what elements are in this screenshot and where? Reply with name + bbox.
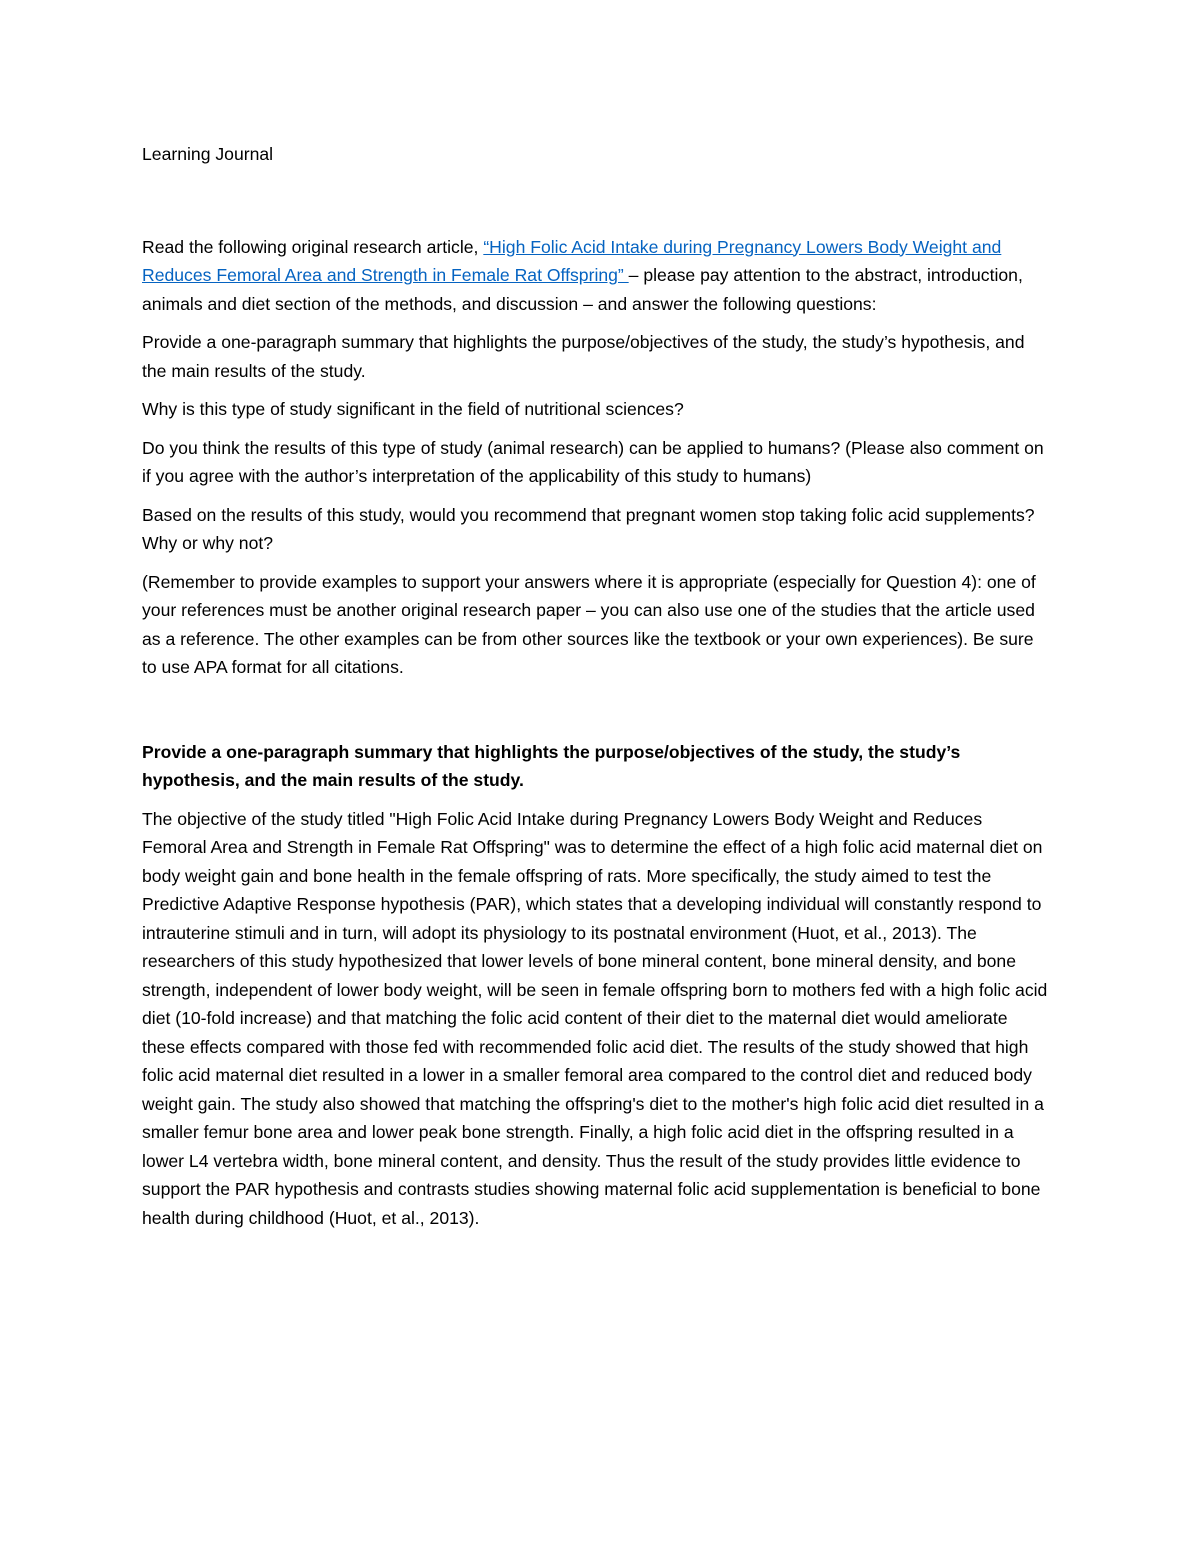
question-4: Based on the results of this study, would you recommend that pregnant women stop taking folic acid supplements? Why or why not? bbox=[142, 504, 1035, 553]
answer-heading: Provide a one-paragraph summary that highlights the purpose/objectives of the study, the study’s hypothesis, and the main results of the study. bbox=[142, 741, 961, 790]
intro-text-before-link: Read the following original research article, bbox=[142, 236, 484, 257]
question-2: Why is this type of study significant in the field of nutritional sciences? bbox=[142, 399, 684, 419]
section-spacer bbox=[142, 692, 1050, 738]
instructions-note: (Remember to provide examples to support your answers where it is appropriate (especially for Question 4): one of your references must be another original research paper – you can also use one of the studies that the article used as a reference. The other examples can be from other sources like the textbook or your own experiences). Be sure to use APA format for all citations. bbox=[142, 571, 1036, 677]
question-1: Provide a one-paragraph summary that highlights the purpose/objectives of the study, the study’s hypothesis, and the main results of the study. bbox=[142, 332, 1025, 381]
answer-paragraph: The objective of the study titled "High Folic Acid Intake during Pregnancy Lowers Body Weight and Reduces Femoral Area and Strength in Female Rat Offspring" was to determine the effect of a high folic acid maternal diet on body weight gain and bone health in the female offspring of rats. More specifically, the study aimed to test the Predictive Adaptive Response hypothesis (PAR), which states that a developing individual will constantly respond to intrauterine stimuli and in turn, will adopt its physiology to its postnatal environment (Huot, et al., 2013). The researchers of this study hypothesized that lower levels of bone mineral content, bone mineral density, and bone strength, independent of lower body weight, will be seen in female offspring born to mothers fed with a high folic acid diet (10-fold increase) and that matching the folic acid content of their diet to the maternal diet would ameliorate these effects compared with those fed with recommended folic acid diet. The results of the study showed that high folic acid maternal diet resulted in a lower in a smaller femoral area compared to the control diet and reduced body weight gain. The study also showed that matching the offspring's diet to the mother's high folic acid diet resulted in a smaller femur bone area and lower peak bone strength. Finally, a high folic acid diet in the offspring resulted in a lower L4 vertebra width, bone mineral content, and density. Thus the result of the study provides little evidence to support the PAR hypothesis and contrasts studies showing maternal folic acid supplementation is beneficial to bone health during childhood (Huot, et al., 2013). bbox=[142, 808, 1048, 1228]
question-3: Do you think the results of this type of study (animal research) can be applied to humans? (Please also comment on if you agree with the author’s interpretation of the applicability of this study to humans) bbox=[142, 437, 1044, 486]
article-link[interactable]: “High Folic Acid Intake during Pregnancy Lowers Body Weight and Reduces Femoral Area and Strength in Female Rat Offspring” bbox=[142, 236, 1002, 285]
document-title: Learning Journal bbox=[142, 144, 274, 164]
intro-paragraph bbox=[142, 233, 1050, 319]
intro-text-after-link: – please pay attention to the abstract, introduction, animals and diet section of the methods, and discussion – and answer the following questions: bbox=[142, 265, 1023, 314]
